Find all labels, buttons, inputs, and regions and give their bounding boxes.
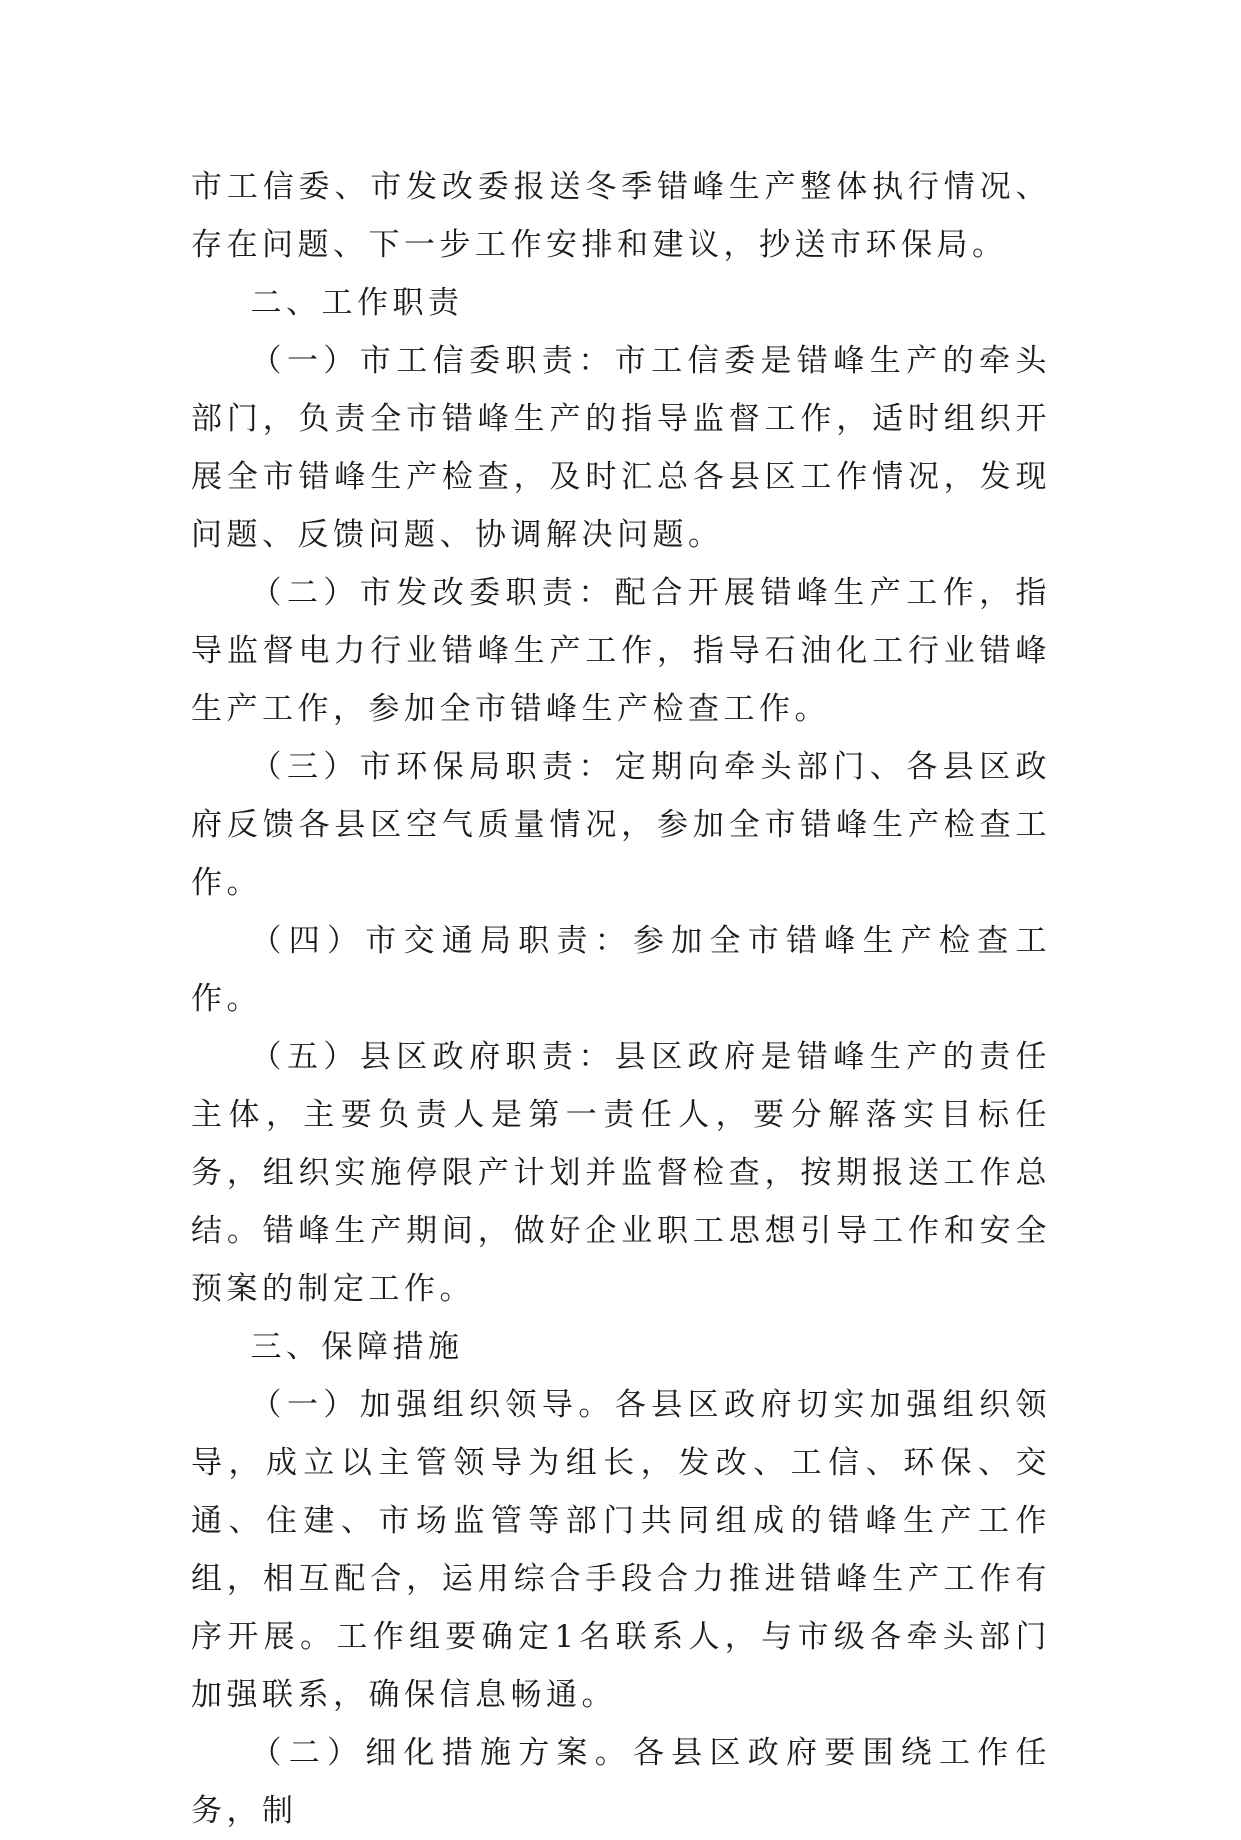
paragraph-county-government: （五）县区政府职责：县区政府是错峰生产的责任主体，主要负责人是第一责任人，要分解落实目标任务，组织实施停限产计划并监督检查，按期报送工作总结。错峰生产期间，做好企业职工思想引导工作和安全预案的制定工作。: [191, 1039, 1051, 1307]
paragraph-continuation: 市工信委、市发改委报送冬季错峰生产整体执行情况、存在问题、下一步工作安排和建议，抄送市环保局。: [191, 169, 1051, 263]
paragraph-refine-measures: （二）细化措施方案。各县区政府要围绕工作任务，制: [191, 1735, 1051, 1829]
section-heading-responsibilities: 二、工作职责: [250, 285, 464, 321]
document-body: [191, 158, 1051, 1840]
paragraph-organization-leadership: （一）加强组织领导。各县区政府切实加强组织领导，成立以主管领导为组长，发改、工信、环保、交通、住建、市场监管等部门共同组成的错峰生产工作组，相互配合，运用综合手段合力推进错峰生产工作有序开展。工作组要确定1名联系人，与市级各牵头部门加强联系，确保信息畅通。: [191, 1387, 1051, 1713]
paragraph-transport-bureau: （四）市交通局职责：参加全市错峰生产检查工作。: [191, 923, 1051, 1017]
section-heading-safeguards: 三、保障措施: [250, 1329, 464, 1365]
paragraph-environment-bureau: （三）市环保局职责：定期向牵头部门、各县区政府反馈各县区空气质量情况，参加全市错峰生产检查工作。: [191, 749, 1051, 901]
paragraph-industry-committee: （一）市工信委职责：市工信委是错峰生产的牵头部门，负责全市错峰生产的指导监督工作，适时组织开展全市错峰生产检查，及时汇总各县区工作情况，发现问题、反馈问题、协调解决问题。: [191, 343, 1051, 553]
paragraph-development-committee: （二）市发改委职责：配合开展错峰生产工作，指导监督电力行业错峰生产工作，指导石油化工行业错峰生产工作，参加全市错峰生产检查工作。: [191, 575, 1051, 727]
